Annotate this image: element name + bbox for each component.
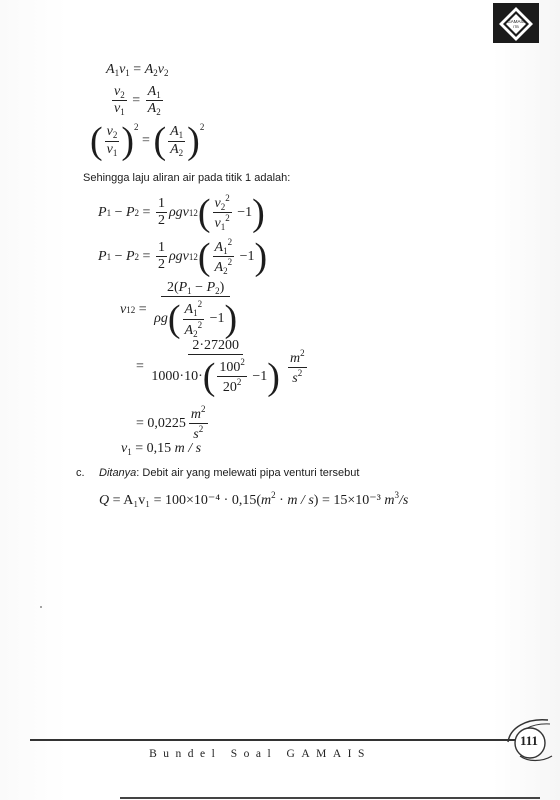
eq-discharge: $Q = A_1v_1 = 100\times 10^{-4} \cdot 0,15(m^2 \cdot m / s) = 15\times 10^{-3}$ $m^3/s$: [99, 490, 409, 508]
eq-v1: $v_1 = 0,15$ m / s: [121, 441, 202, 457]
eq-velocity-ratio: $\frac{v_2}{v_1}$ = $\frac{A_1}{A_2}$: [114, 84, 161, 118]
result-value: = 0,0225: [136, 415, 186, 431]
logo-sub: ITB: [513, 25, 519, 29]
eq-v1-squared-result: = 0,0225 $\frac{m^2}{s^2}$: [136, 404, 206, 443]
c-label: c.: [76, 467, 85, 479]
eq-bernoulli-1: P 1 − P 2 = $\frac{1}{2}$ ρgv 1 2 ( $\frac{v_2^2}{v_1^2}$ −1 ): [98, 191, 265, 234]
bottom-edge-line: [120, 797, 540, 799]
calc-denominator: 1000·10·: [151, 368, 203, 384]
logo-text: GAMAIS: [507, 19, 525, 24]
calc-hundred: 100: [219, 360, 241, 376]
question-c: [99, 467, 359, 479]
speck: [40, 606, 42, 608]
calc-numerator: 2·27200: [188, 338, 243, 355]
eq-continuity: $A_1v_1 = A_2v_2$: [106, 62, 169, 78]
calc-twenty: 20: [222, 380, 237, 396]
question-c-text: : Debit air yang melewati pipa venturi tersebut: [136, 467, 360, 479]
eq-calculation: = 2·27200 1000·10· ( $\frac{100^2}{20^2}$ −1 ) $\frac{m^2}{s^2}$: [136, 338, 305, 398]
q-expression: = A₁v₁ = 100×10⁻⁴ · 0,15: [112, 493, 257, 508]
q-result: = 15×10⁻³: [321, 493, 381, 508]
ditanya-label: Ditanya: [99, 467, 137, 479]
eq-velocity-ratio-squared: ( $\frac{v_2}{v_1}$ ) 2 = ( $\frac{A_1}{A_2}$ ) 2: [90, 120, 205, 162]
eq-bernoulli-2: P 1 − P 2 = $\frac{1}{2}$ ρgv 1 2 ( $\frac{A_1^2}{A_2^2}$ −1 ): [98, 235, 268, 278]
page-number: 111: [519, 733, 539, 748]
footer-title: Bundel Soal GAMAIS: [149, 748, 371, 760]
v1-value: = 0,15: [135, 441, 172, 456]
sentence-flow-rate: Sehingga laju aliran air pada titik 1 adalah:: [83, 172, 291, 184]
footer-rule: [30, 739, 522, 741]
eq-v1-squared: v 1 2 = $2(P_1 - P_2)$ ρg ( $\frac{A_1^2}{A_2^2}$ −1 ): [120, 280, 238, 341]
gamais-logo: [493, 3, 539, 43]
